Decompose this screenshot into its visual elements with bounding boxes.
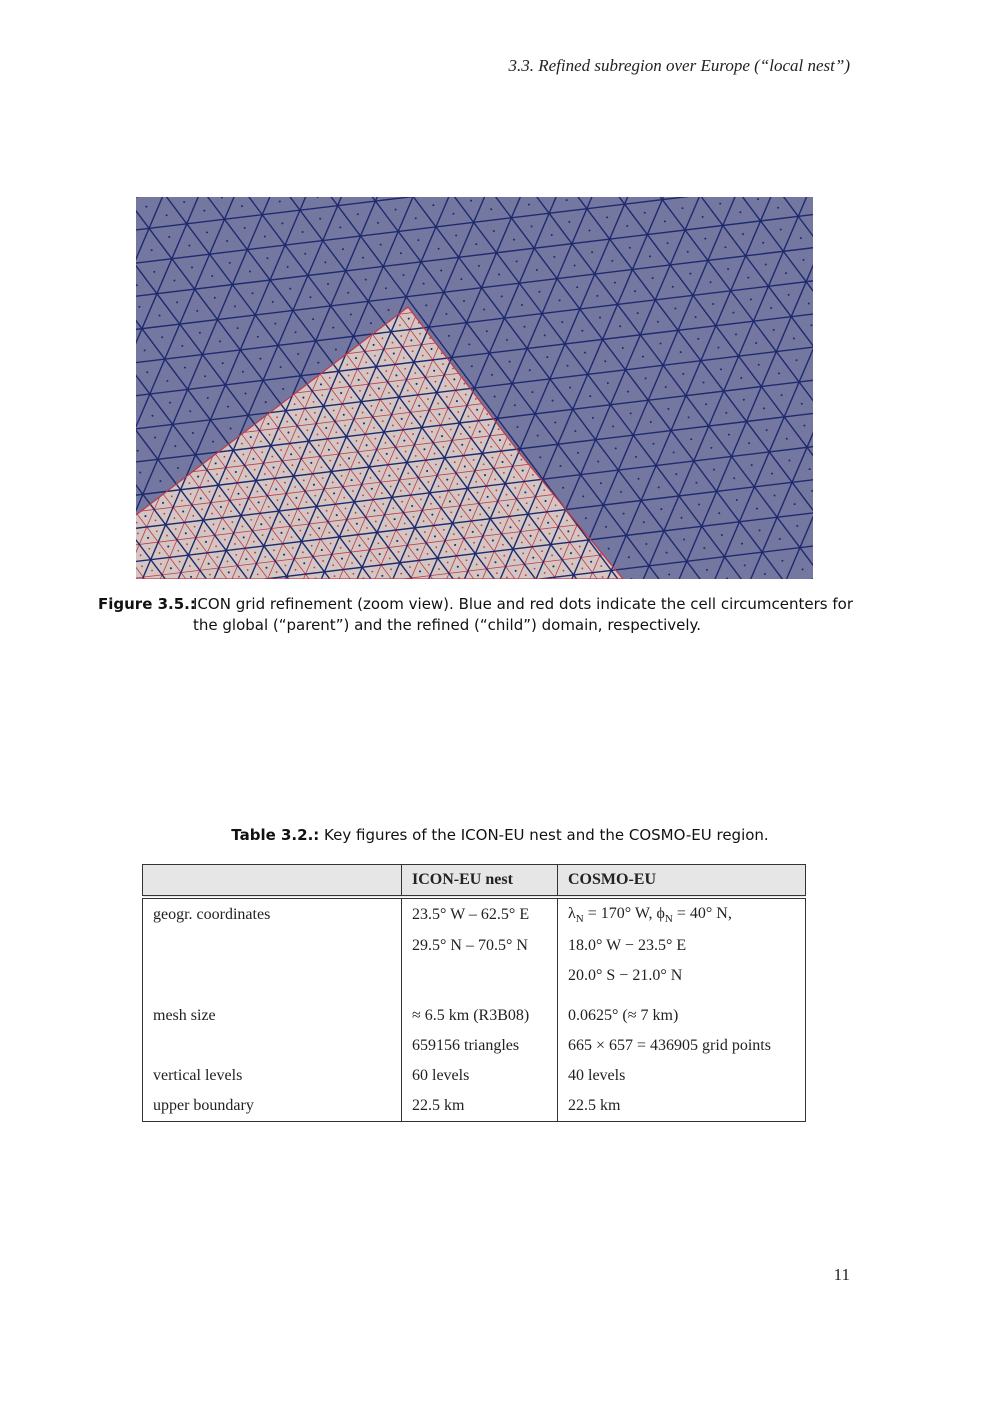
table-row: [143, 931, 806, 961]
icon-value: 60 levels: [402, 1061, 558, 1091]
table-row: [143, 897, 806, 931]
table-row: [143, 1031, 806, 1061]
icon-value: 23.5° W – 62.5° E: [402, 897, 558, 931]
row-label: [143, 931, 402, 961]
grid-refinement-figure: [136, 197, 813, 579]
table-header-row: [143, 865, 806, 898]
cosmo-value: 40 levels: [558, 1061, 806, 1091]
cosmo-value: 665 × 657 = 436905 grid points: [558, 1031, 806, 1061]
cosmo-value: 18.0° W − 23.5° E: [558, 931, 806, 961]
cosmo-value: $\lambda_N = 170^\circ$ W, $\phi_N = 40^\circ$ N,: [558, 897, 806, 931]
table-row: [143, 961, 806, 1001]
row-label: [143, 1031, 402, 1061]
row-label: mesh size: [143, 1001, 402, 1031]
cosmo-value: 20.0° S − 21.0° N: [558, 961, 806, 1001]
table-row: [143, 1091, 806, 1122]
table-row: [143, 1001, 806, 1031]
icon-value: ≈ 6.5 km (R3B08): [402, 1001, 558, 1031]
page-number: 11: [833, 1265, 850, 1284]
table-caption-text: Key figures of the ICON-EU nest and the COSMO-EU region.: [324, 826, 769, 844]
icon-value: [402, 961, 558, 1001]
row-label: vertical levels: [143, 1061, 402, 1091]
row-label: [143, 961, 402, 1001]
icon-value: 659156 triangles: [402, 1031, 558, 1061]
cosmo-value: 22.5 km: [558, 1091, 806, 1122]
icon-value: 29.5° N – 70.5° N: [402, 931, 558, 961]
header-icon-eu: ICON-EU nest: [402, 865, 558, 898]
cosmo-value: 0.0625° (≈ 7 km): [558, 1001, 806, 1031]
figure-label: Figure 3.5.:: [98, 595, 196, 613]
grid-refinement-image: [136, 197, 813, 579]
header-cosmo-eu: COSMO-EU: [558, 865, 806, 898]
row-label: geogr. coordinates: [143, 897, 402, 931]
table-row: [143, 1061, 806, 1091]
key-figures-table: [142, 864, 806, 1122]
running-header: 3.3. Refined subregion over Europe (“local nest”): [508, 56, 850, 75]
row-label: upper boundary: [143, 1091, 402, 1122]
table-caption: [0, 826, 1000, 844]
header-empty: [143, 865, 402, 898]
table-label: Table 3.2.:: [231, 826, 320, 844]
icon-value: 22.5 km: [402, 1091, 558, 1122]
figure-caption-text: ICON grid refinement (zoom view). Blue and red dots indicate the cell circumcenters for the global (“parent”) and the refined (“child”) domain, respectively.: [193, 595, 853, 634]
